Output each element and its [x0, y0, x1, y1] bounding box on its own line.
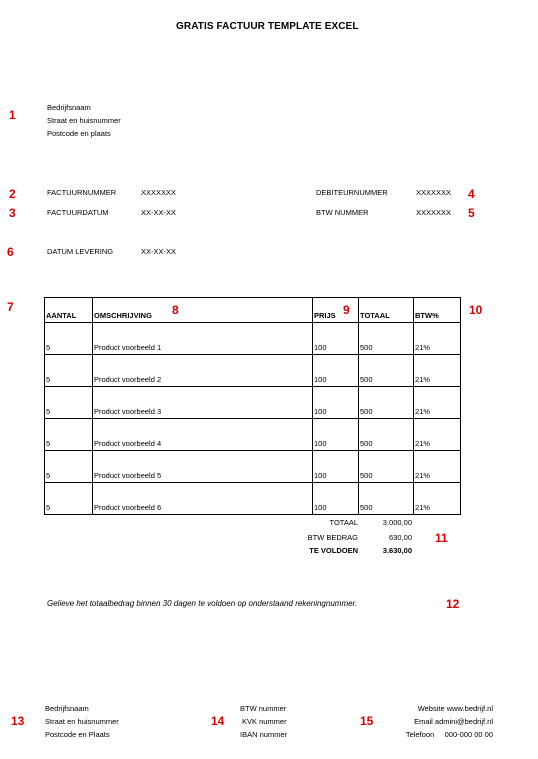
cell-price: 100: [313, 355, 359, 387]
cell-quantity: 5: [45, 323, 93, 355]
vat-number-value: XXXXXXX: [416, 208, 452, 217]
col-header-price: PRIJS: [313, 298, 359, 323]
col-header-description: OMSCHRIJVING: [93, 298, 313, 323]
invoice-date-value: XX-XX-XX: [141, 208, 177, 217]
cell-description: Product voorbeeld 6: [93, 483, 313, 515]
marker-5: 5: [468, 206, 475, 220]
sender-block: [47, 101, 121, 140]
cell-price: 100: [313, 387, 359, 419]
debtor-number-value: XXXXXXX: [416, 188, 452, 197]
vat-number-label: BTW NUMMER: [316, 208, 369, 217]
invoice-number-value: XXXXXXX: [141, 188, 177, 197]
table-header-row: [45, 298, 461, 323]
footer-contact-block: [372, 702, 493, 741]
table-row: [45, 419, 461, 451]
cell-vat-percent: 21%: [414, 323, 461, 355]
total-label: TOTAAL: [329, 518, 358, 527]
marker-2: 2: [9, 187, 16, 201]
cell-vat-percent: 21%: [414, 387, 461, 419]
invoice-table: [44, 297, 461, 515]
invoice-number-label: FACTUURNUMMER: [47, 188, 117, 197]
delivery-date-value: XX-XX-XX: [141, 247, 177, 256]
footer-iban-number: IBAN nummer: [240, 730, 288, 739]
cell-price: 100: [313, 323, 359, 355]
cell-quantity: 5: [45, 355, 93, 387]
sender-postal: Postcode en plaats: [47, 129, 111, 138]
footer-email: Email admini@bedrijf.nl: [414, 717, 493, 726]
marker-13: 13: [11, 714, 25, 728]
cell-price: 100: [313, 451, 359, 483]
marker-10: 10: [469, 303, 483, 317]
cell-quantity: 5: [45, 483, 93, 515]
cell-price: 100: [313, 483, 359, 515]
marker-6: 6: [7, 245, 14, 259]
amount-due-label: TE VOLDOEN: [309, 546, 358, 555]
footer-registration-block: [240, 702, 287, 741]
cell-description: Product voorbeeld 2: [93, 355, 313, 387]
marker-7: 7: [7, 300, 14, 314]
table-row: [45, 387, 461, 419]
cell-description: Product voorbeeld 4: [93, 419, 313, 451]
cell-price: 100: [313, 419, 359, 451]
amount-due-value: 3.630,00: [382, 546, 412, 555]
cell-total: 500: [359, 355, 414, 387]
footer-phone: Telefoon 000-000 00 00: [405, 730, 493, 739]
marker-8: 8: [172, 303, 179, 317]
marker-14: 14: [211, 714, 225, 728]
marker-4: 4: [468, 187, 475, 201]
cell-quantity: 5: [45, 419, 93, 451]
sender-street: Straat en huisnummer: [47, 116, 121, 125]
cell-quantity: 5: [45, 387, 93, 419]
vat-amount-label: BTW BEDRAG: [307, 533, 358, 542]
cell-vat-percent: 21%: [414, 483, 461, 515]
debtor-number-label: DEBITEURNUMMER: [316, 188, 388, 197]
footer-vat-number: BTW nummer: [240, 704, 287, 713]
cell-description: Product voorbeeld 5: [93, 451, 313, 483]
footer-company-block: [45, 702, 119, 741]
footer-postal: Postcode en Plaats: [45, 730, 110, 739]
footer-street: Straat en huisnummer: [45, 717, 119, 726]
sender-name: Bedrijfsnaam: [47, 103, 91, 112]
cell-total: 500: [359, 483, 414, 515]
vat-amount-value: 630,00: [389, 533, 412, 542]
cell-vat-percent: 21%: [414, 451, 461, 483]
table-row: [45, 323, 461, 355]
cell-total: 500: [359, 451, 414, 483]
cell-description: Product voorbeeld 1: [93, 323, 313, 355]
marker-1: 1: [9, 108, 16, 122]
marker-15: 15: [360, 714, 374, 728]
total-value: 3.000,00: [382, 518, 412, 527]
cell-quantity: 5: [45, 451, 93, 483]
invoice-date-label: FACTUURDATUM: [47, 208, 109, 217]
footer-website: Website www.bedrijf.nl: [417, 704, 493, 713]
table-row: [45, 451, 461, 483]
col-header-total: TOTAAL: [359, 298, 414, 323]
page-title: GRATIS FACTUUR TEMPLATE EXCEL: [176, 21, 359, 32]
cell-vat-percent: 21%: [414, 419, 461, 451]
marker-9: 9: [343, 303, 350, 317]
cell-vat-percent: 21%: [414, 355, 461, 387]
delivery-date-label: DATUM LEVERING: [47, 247, 114, 256]
table-row: [45, 483, 461, 515]
marker-12: 12: [446, 597, 460, 611]
footer-kvk-number: KVK nummer: [242, 717, 287, 726]
col-header-vat-percent: BTW%: [414, 298, 461, 323]
cell-total: 500: [359, 323, 414, 355]
table-row: [45, 355, 461, 387]
marker-3: 3: [9, 206, 16, 220]
marker-11: 11: [435, 531, 448, 545]
col-header-quantity: AANTAL: [45, 298, 93, 323]
payment-note: Gelieve het totaalbedrag binnen 30 dagen te voldoen op onderstaand rekeningnummer.: [47, 599, 358, 608]
cell-description: Product voorbeeld 3: [93, 387, 313, 419]
footer-company-name: Bedrijfsnaam: [45, 704, 89, 713]
cell-total: 500: [359, 419, 414, 451]
cell-total: 500: [359, 387, 414, 419]
